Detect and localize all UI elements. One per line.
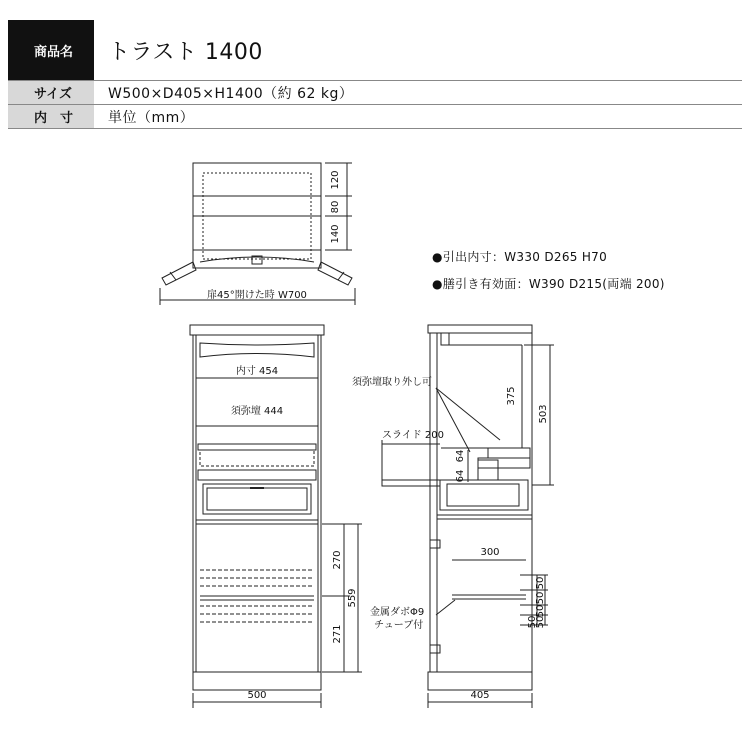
dowel-label-2: チューブ付 — [374, 620, 424, 631]
slide-label: スライド 200 — [382, 430, 444, 441]
dim-375: 375 — [506, 386, 517, 406]
dim-64a: 64 — [455, 469, 466, 483]
dim-503: 503 — [538, 404, 549, 424]
depth-405: 405 — [470, 690, 490, 701]
cabinet-width: 須弥壇 444 — [230, 406, 284, 417]
inner-width: 内寸 454 — [235, 366, 279, 377]
dowel-label-1: 金属ダボΦ9 — [370, 607, 425, 618]
dim-140: 140 — [330, 224, 341, 244]
drawer-inner-note: ●引出内寸：W330 D265 H70 — [432, 250, 608, 264]
top-view — [160, 163, 355, 305]
dim-559: 559 — [347, 588, 358, 608]
dims-value: 単位（mm） — [94, 105, 742, 129]
dim-50-1: 50 — [535, 576, 546, 590]
dims-label: 内 寸 — [8, 105, 94, 129]
removable-label: 須弥壇取り外し可 — [352, 377, 432, 388]
dim-271: 271 — [332, 624, 343, 644]
dim-50-3: 50 — [535, 604, 546, 618]
dim-120: 120 — [330, 170, 341, 190]
door-open-width: 扉45°開けた時 W700 — [207, 290, 307, 301]
tray-effective-note: ●膳引き有効面：W390 D215(両端 200) — [432, 277, 665, 291]
dim-80: 80 — [330, 200, 341, 214]
product-label: 商品名 — [8, 20, 94, 81]
size-label: サイズ — [8, 81, 94, 105]
dim-50-4: 50 — [535, 615, 546, 629]
dim-300: 300 — [480, 547, 500, 558]
size-value: W500×D405×H1400（約 62 kg） — [94, 81, 742, 105]
dim-64b: 64 — [455, 449, 466, 463]
width-500: 500 — [247, 690, 267, 701]
product-name: トラスト 1400 — [94, 20, 742, 81]
dim-50-2: 50 — [535, 591, 546, 605]
dim-50-5: 50 — [527, 615, 538, 629]
front-view — [190, 325, 362, 708]
dim-270: 270 — [332, 550, 343, 570]
